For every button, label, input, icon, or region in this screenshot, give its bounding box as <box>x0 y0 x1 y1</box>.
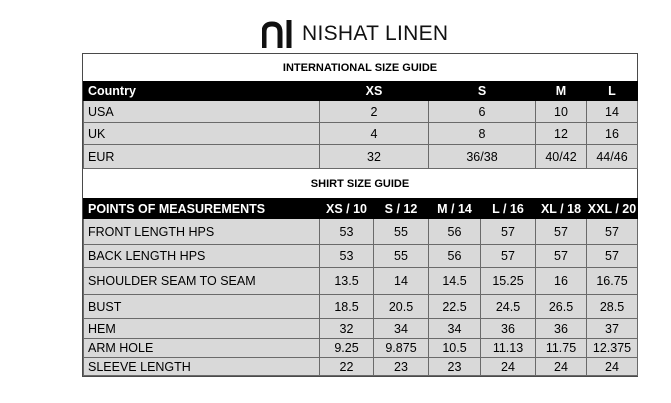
table-cell: 36 <box>481 319 536 339</box>
table-cell: 12 <box>536 123 587 145</box>
table-cell: 26.5 <box>536 295 587 319</box>
international-size-guide-title: INTERNATIONAL SIZE GUIDE <box>282 62 438 74</box>
table-cell: 55 <box>374 245 429 268</box>
row-label: ARM HOLE <box>84 339 320 358</box>
table-cell: 24 <box>536 358 587 376</box>
table-cell: 53 <box>320 219 374 245</box>
column-header: XS / 10 <box>320 199 374 219</box>
table-row <box>84 101 638 123</box>
table-cell: 16 <box>536 268 587 295</box>
column-header: S / 12 <box>374 199 429 219</box>
table-cell: 57 <box>536 219 587 245</box>
table-cell: 20.5 <box>374 295 429 319</box>
international-header-row <box>84 82 638 101</box>
table-cell: 11.13 <box>481 339 536 358</box>
table-row <box>84 219 638 245</box>
column-header: L / 16 <box>481 199 536 219</box>
table-cell: 34 <box>374 319 429 339</box>
table-cell: 36/38 <box>429 145 536 169</box>
table-row <box>84 319 638 339</box>
table-cell: 15.25 <box>481 268 536 295</box>
table-cell: 57 <box>481 245 536 268</box>
table-cell: 13.5 <box>320 268 374 295</box>
column-header: XS <box>320 82 429 101</box>
size-guide-frame <box>82 53 638 377</box>
table-cell: 12.375 <box>587 339 638 358</box>
row-label: FRONT LENGTH HPS <box>84 219 320 245</box>
row-label: HEM <box>84 319 320 339</box>
table-row <box>84 295 638 319</box>
table-cell: 14 <box>587 101 638 123</box>
column-header: M / 14 <box>429 199 481 219</box>
table-cell: 14 <box>374 268 429 295</box>
table-cell: 6 <box>429 101 536 123</box>
international-size-table <box>83 81 638 169</box>
table-cell: 9.25 <box>320 339 374 358</box>
table-cell: 34 <box>429 319 481 339</box>
table-cell: 8 <box>429 123 536 145</box>
table-cell: 2 <box>320 101 429 123</box>
column-header: XXL / 20 <box>587 199 638 219</box>
table-cell: 22.5 <box>429 295 481 319</box>
column-header: POINTS OF MEASUREMENTS <box>84 199 320 219</box>
table-row <box>84 358 638 376</box>
table-cell: 32 <box>320 319 374 339</box>
table-cell: 44/46 <box>587 145 638 169</box>
table-cell: 16.75 <box>587 268 638 295</box>
table-row <box>84 123 638 145</box>
table-cell: 53 <box>320 245 374 268</box>
table-cell: 10 <box>536 101 587 123</box>
table-cell: 32 <box>320 145 429 169</box>
table-cell: 24.5 <box>481 295 536 319</box>
table-cell: 24 <box>481 358 536 376</box>
table-cell: 57 <box>587 245 638 268</box>
table-row <box>84 145 638 169</box>
brand-name: NISHAT LINEN <box>302 22 449 45</box>
table-cell: 9.875 <box>374 339 429 358</box>
nl-logo-icon <box>262 18 296 50</box>
table-cell: 57 <box>481 219 536 245</box>
column-header: S <box>429 82 536 101</box>
table-row <box>84 245 638 268</box>
table-cell: 28.5 <box>587 295 638 319</box>
shirt-size-guide-title: SHIRT SIZE GUIDE <box>310 178 410 190</box>
table-cell: 22 <box>320 358 374 376</box>
row-label: EUR <box>84 145 320 169</box>
table-cell: 4 <box>320 123 429 145</box>
shirt-size-table <box>83 198 638 376</box>
column-header: XL / 18 <box>536 199 587 219</box>
column-header: L <box>587 82 638 101</box>
row-label: SLEEVE LENGTH <box>84 358 320 376</box>
table-cell: 16 <box>587 123 638 145</box>
brand-header <box>262 18 448 50</box>
table-cell: 24 <box>587 358 638 376</box>
column-header: M <box>536 82 587 101</box>
row-label: BACK LENGTH HPS <box>84 245 320 268</box>
table-cell: 57 <box>536 245 587 268</box>
table-cell: 11.75 <box>536 339 587 358</box>
table-cell: 14.5 <box>429 268 481 295</box>
table-cell: 18.5 <box>320 295 374 319</box>
table-cell: 56 <box>429 245 481 268</box>
shirt-header-row <box>84 199 638 219</box>
table-cell: 40/42 <box>536 145 587 169</box>
table-cell: 57 <box>587 219 638 245</box>
table-cell: 56 <box>429 219 481 245</box>
row-label: BUST <box>84 295 320 319</box>
row-label: USA <box>84 101 320 123</box>
column-header: Country <box>84 82 320 101</box>
table-cell: 23 <box>374 358 429 376</box>
table-cell: 37 <box>587 319 638 339</box>
table-cell: 23 <box>429 358 481 376</box>
row-label: UK <box>84 123 320 145</box>
table-cell: 10.5 <box>429 339 481 358</box>
row-label: SHOULDER SEAM TO SEAM <box>84 268 320 295</box>
table-row <box>84 268 638 295</box>
table-row <box>84 339 638 358</box>
table-cell: 55 <box>374 219 429 245</box>
table-cell: 36 <box>536 319 587 339</box>
